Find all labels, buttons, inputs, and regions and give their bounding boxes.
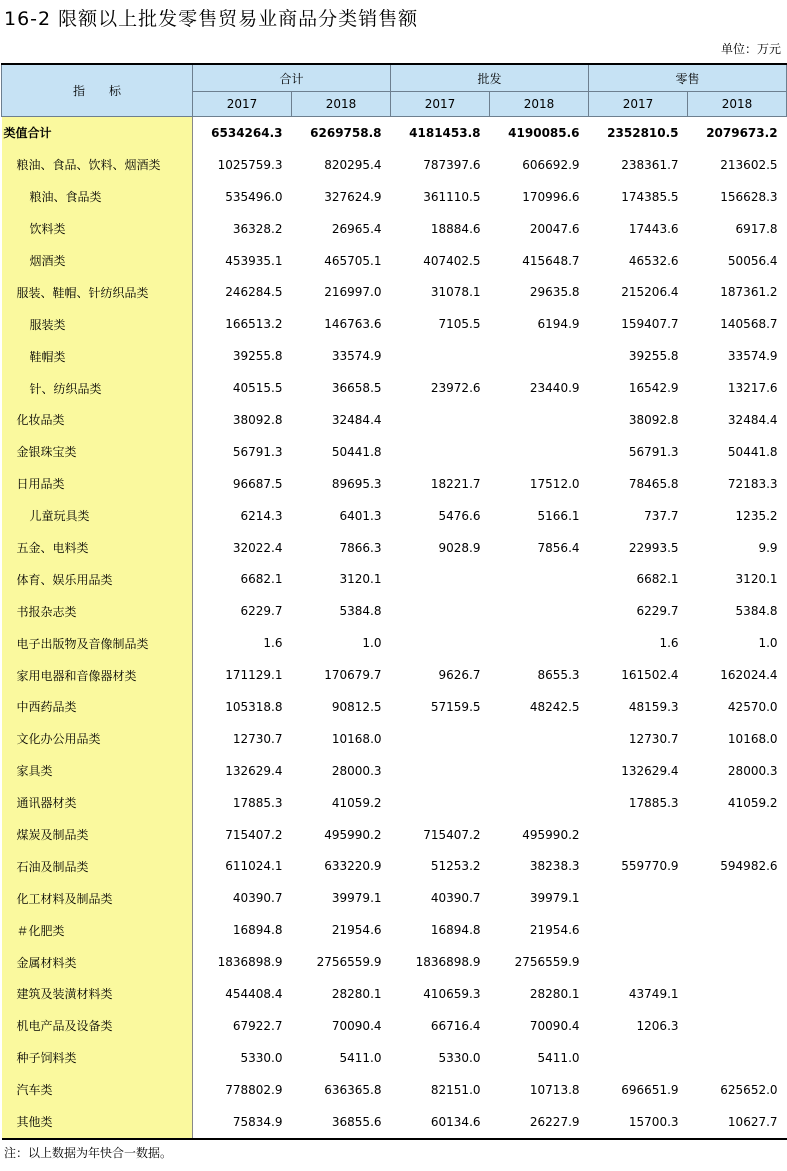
value-cell: 132629.4 bbox=[621, 763, 679, 778]
value-cell bbox=[391, 755, 490, 787]
table-row bbox=[2, 850, 787, 882]
value-cell: 1.0 bbox=[758, 636, 778, 651]
value-cell: 32484.4 bbox=[331, 412, 382, 427]
table-row bbox=[2, 723, 787, 755]
value-cell: 559770.9 bbox=[621, 859, 679, 874]
row-label: 五金、电料类 bbox=[2, 532, 193, 564]
value-cell: 9.9 bbox=[758, 540, 778, 555]
value-cell: 495990.2 bbox=[522, 827, 580, 842]
table-row bbox=[2, 276, 787, 308]
value-cell: 66716.4 bbox=[430, 1018, 481, 1033]
value-cell bbox=[688, 1042, 787, 1074]
value-cell: 6229.7 bbox=[240, 604, 283, 619]
row-label: 金银珠宝类 bbox=[2, 436, 193, 468]
value-cell: 820295.4 bbox=[324, 157, 382, 172]
row-label: 电子出版物及音像制品类 bbox=[2, 627, 193, 659]
value-cell: 46532.6 bbox=[628, 253, 679, 268]
value-cell: 4181453.8 bbox=[409, 125, 481, 140]
row-label: ＃化肥类 bbox=[2, 914, 193, 946]
table-row bbox=[2, 882, 787, 914]
value-cell: 495990.2 bbox=[324, 827, 382, 842]
value-cell: 39979.1 bbox=[331, 891, 382, 906]
value-cell: 60134.6 bbox=[391, 1106, 490, 1139]
header-year: 2018 bbox=[688, 92, 787, 117]
value-cell: 1025759.3 bbox=[217, 157, 283, 172]
header-year: 2017 bbox=[589, 92, 688, 117]
value-cell: 33574.9 bbox=[727, 349, 778, 364]
value-cell: 6401.3 bbox=[339, 508, 382, 523]
row-label: 鞋帽类 bbox=[2, 340, 193, 372]
value-cell bbox=[391, 627, 490, 659]
value-cell: 96687.5 bbox=[232, 476, 283, 491]
row-label: 金属材料类 bbox=[2, 946, 193, 978]
value-cell: 465705.1 bbox=[324, 253, 382, 268]
value-cell: 636365.8 bbox=[324, 1082, 382, 1097]
row-label: 粮油、食品类 bbox=[2, 181, 193, 213]
value-cell bbox=[688, 882, 787, 914]
table-row bbox=[2, 245, 787, 277]
value-cell: 161502.4 bbox=[621, 668, 679, 683]
value-cell bbox=[490, 563, 589, 595]
value-cell: 453935.1 bbox=[225, 253, 283, 268]
header-year: 2017 bbox=[193, 92, 292, 117]
value-cell: 213602.5 bbox=[720, 157, 778, 172]
value-cell bbox=[589, 819, 688, 851]
value-cell: 18221.7 bbox=[430, 476, 481, 491]
table-row bbox=[2, 627, 787, 659]
value-cell bbox=[490, 787, 589, 819]
value-cell: 5330.0 bbox=[438, 1050, 481, 1065]
value-cell: 7866.3 bbox=[339, 540, 382, 555]
value-cell: 40390.7 bbox=[430, 891, 481, 906]
value-cell: 48242.5 bbox=[529, 699, 580, 714]
value-cell: 57159.5 bbox=[430, 699, 481, 714]
value-cell: 82151.0 bbox=[430, 1082, 481, 1097]
table-row bbox=[2, 691, 787, 723]
value-cell: 246284.5 bbox=[225, 285, 283, 300]
row-label: 日用品类 bbox=[2, 468, 193, 500]
value-cell: 16894.8 bbox=[232, 923, 283, 938]
value-cell: 715407.2 bbox=[225, 827, 283, 842]
row-label: 粮油、食品、饮料、烟酒类 bbox=[2, 149, 193, 181]
value-cell: 625652.0 bbox=[720, 1082, 778, 1097]
value-cell: 12730.7 bbox=[232, 731, 283, 746]
value-cell: 6682.1 bbox=[636, 572, 679, 587]
value-cell: 187361.2 bbox=[720, 285, 778, 300]
value-cell: 18884.6 bbox=[430, 221, 481, 236]
value-cell: 38092.8 bbox=[232, 412, 283, 427]
value-cell: 361110.5 bbox=[423, 189, 481, 204]
value-cell: 5384.8 bbox=[735, 604, 778, 619]
value-cell: 28000.3 bbox=[331, 763, 382, 778]
row-label: 种子饲料类 bbox=[2, 1042, 193, 1074]
value-cell: 215206.4 bbox=[621, 285, 679, 300]
value-cell: 39255.8 bbox=[628, 349, 679, 364]
table-row bbox=[2, 819, 787, 851]
value-cell bbox=[490, 436, 589, 468]
value-cell: 6682.1 bbox=[240, 572, 283, 587]
value-cell: 5330.0 bbox=[240, 1050, 283, 1065]
value-cell: 6194.9 bbox=[537, 317, 580, 332]
value-cell: 39979.1 bbox=[529, 891, 580, 906]
value-cell: 38092.8 bbox=[628, 412, 679, 427]
value-cell: 72183.3 bbox=[727, 476, 778, 491]
value-cell: 1.0 bbox=[362, 636, 382, 651]
value-cell: 407402.5 bbox=[423, 253, 481, 268]
row-label: 针、纺织品类 bbox=[2, 372, 193, 404]
table-row bbox=[2, 1042, 787, 1074]
value-cell: 50441.8 bbox=[727, 444, 778, 459]
table-row bbox=[2, 595, 787, 627]
value-cell: 75834.9 bbox=[193, 1106, 292, 1139]
value-cell: 36855.6 bbox=[292, 1106, 391, 1139]
table-body bbox=[2, 117, 787, 1139]
table-row bbox=[2, 468, 787, 500]
table-row bbox=[2, 787, 787, 819]
table-row bbox=[2, 372, 787, 404]
value-cell: 1206.3 bbox=[636, 1018, 679, 1033]
value-cell: 28280.1 bbox=[331, 986, 382, 1001]
row-label: 机电产品及设备类 bbox=[2, 1010, 193, 1042]
value-cell bbox=[490, 404, 589, 436]
value-cell: 5411.0 bbox=[537, 1050, 580, 1065]
value-cell: 10713.8 bbox=[529, 1082, 580, 1097]
value-cell: 140568.7 bbox=[720, 317, 778, 332]
value-cell: 3120.1 bbox=[339, 572, 382, 587]
row-label: 化妆品类 bbox=[2, 404, 193, 436]
value-cell: 12730.7 bbox=[628, 731, 679, 746]
value-cell bbox=[589, 946, 688, 978]
value-cell bbox=[688, 914, 787, 946]
value-cell: 327624.9 bbox=[324, 189, 382, 204]
row-label: 类值合计 bbox=[2, 117, 193, 149]
table-row bbox=[2, 659, 787, 691]
row-label: 汽车类 bbox=[2, 1074, 193, 1106]
value-cell bbox=[391, 404, 490, 436]
value-cell: 15700.3 bbox=[589, 1106, 688, 1139]
row-label: 文化办公用品类 bbox=[2, 723, 193, 755]
value-cell bbox=[391, 340, 490, 372]
value-cell: 70090.4 bbox=[529, 1018, 580, 1033]
value-cell: 9028.9 bbox=[438, 540, 481, 555]
value-cell: 715407.2 bbox=[423, 827, 481, 842]
value-cell: 1235.2 bbox=[735, 508, 778, 523]
value-cell: 50056.4 bbox=[727, 253, 778, 268]
value-cell: 1.6 bbox=[263, 636, 283, 651]
value-cell: 778802.9 bbox=[225, 1082, 283, 1097]
header-year: 2018 bbox=[292, 92, 391, 117]
value-cell: 38238.3 bbox=[529, 859, 580, 874]
value-cell: 16894.8 bbox=[430, 923, 481, 938]
value-cell: 40515.5 bbox=[232, 381, 283, 396]
value-cell: 41059.2 bbox=[331, 795, 382, 810]
row-label: 服装类 bbox=[2, 308, 193, 340]
value-cell bbox=[688, 978, 787, 1010]
row-label: 体育、娱乐用品类 bbox=[2, 563, 193, 595]
value-cell: 787397.6 bbox=[423, 157, 481, 172]
value-cell: 41059.2 bbox=[727, 795, 778, 810]
value-cell: 171129.1 bbox=[225, 668, 283, 683]
value-cell: 410659.3 bbox=[423, 986, 481, 1001]
value-cell: 6269758.8 bbox=[310, 125, 382, 140]
value-cell: 51253.2 bbox=[430, 859, 481, 874]
value-cell: 36328.2 bbox=[232, 221, 283, 236]
value-cell: 2079673.2 bbox=[706, 125, 778, 140]
table-row bbox=[2, 1074, 787, 1106]
value-cell bbox=[490, 755, 589, 787]
value-cell: 216997.0 bbox=[324, 285, 382, 300]
header-group-retail: 零售 bbox=[589, 64, 787, 92]
value-cell bbox=[391, 595, 490, 627]
table-row bbox=[2, 563, 787, 595]
table-row bbox=[2, 117, 787, 149]
value-cell: 1836898.9 bbox=[415, 955, 481, 970]
value-cell: 50441.8 bbox=[331, 444, 382, 459]
value-cell bbox=[391, 436, 490, 468]
value-cell: 10168.0 bbox=[727, 731, 778, 746]
table-row bbox=[2, 978, 787, 1010]
table-row bbox=[2, 1106, 787, 1139]
table-row bbox=[2, 755, 787, 787]
header-indicator: 指 标 bbox=[2, 64, 193, 117]
row-label: 饮料类 bbox=[2, 213, 193, 245]
value-cell: 7856.4 bbox=[537, 540, 580, 555]
unit-label: 单位：万元 bbox=[720, 42, 781, 56]
value-cell: 4190085.6 bbox=[508, 125, 580, 140]
value-cell: 23440.9 bbox=[529, 381, 580, 396]
value-cell: 17885.3 bbox=[628, 795, 679, 810]
value-cell: 39255.8 bbox=[232, 349, 283, 364]
value-cell: 56791.3 bbox=[232, 444, 283, 459]
value-cell: 16542.9 bbox=[628, 381, 679, 396]
table-row bbox=[2, 213, 787, 245]
row-label: 石油及制品类 bbox=[2, 850, 193, 882]
value-cell: 737.7 bbox=[644, 508, 679, 523]
value-cell: 67922.7 bbox=[232, 1018, 283, 1033]
value-cell bbox=[589, 914, 688, 946]
value-cell: 23972.6 bbox=[430, 381, 481, 396]
value-cell: 5411.0 bbox=[339, 1050, 382, 1065]
value-cell bbox=[391, 723, 490, 755]
row-label: 其他类 bbox=[2, 1106, 193, 1139]
value-cell: 20047.6 bbox=[529, 221, 580, 236]
value-cell: 606692.9 bbox=[522, 157, 580, 172]
value-cell bbox=[490, 340, 589, 372]
table-row bbox=[2, 308, 787, 340]
row-label: 儿童玩具类 bbox=[2, 500, 193, 532]
value-cell bbox=[589, 882, 688, 914]
value-cell: 31078.1 bbox=[430, 285, 481, 300]
value-cell: 6229.7 bbox=[636, 604, 679, 619]
value-cell: 132629.4 bbox=[225, 763, 283, 778]
row-label: 服装、鞋帽、针纺织品类 bbox=[2, 276, 193, 308]
value-cell: 174385.5 bbox=[621, 189, 679, 204]
value-cell: 238361.7 bbox=[621, 157, 679, 172]
value-cell: 32022.4 bbox=[232, 540, 283, 555]
value-cell: 17512.0 bbox=[529, 476, 580, 491]
value-cell: 156628.3 bbox=[720, 189, 778, 204]
value-cell: 8655.3 bbox=[537, 668, 580, 683]
value-cell: 3120.1 bbox=[735, 572, 778, 587]
value-cell: 166513.2 bbox=[225, 317, 283, 332]
value-cell: 10168.0 bbox=[331, 731, 382, 746]
value-cell: 9626.7 bbox=[438, 668, 481, 683]
header-year: 2018 bbox=[490, 92, 589, 117]
row-label: 烟酒类 bbox=[2, 245, 193, 277]
value-cell: 5384.8 bbox=[339, 604, 382, 619]
footnote: 注：以上数据为年快合一数据。 bbox=[4, 1146, 173, 1160]
value-cell: 7105.5 bbox=[438, 317, 481, 332]
value-cell: 633220.9 bbox=[324, 859, 382, 874]
value-cell: 2352810.5 bbox=[607, 125, 679, 140]
value-cell: 17885.3 bbox=[232, 795, 283, 810]
row-label: 化工材料及制品类 bbox=[2, 882, 193, 914]
value-cell: 17443.6 bbox=[628, 221, 679, 236]
value-cell: 611024.1 bbox=[225, 859, 283, 874]
value-cell: 5166.1 bbox=[537, 508, 580, 523]
value-cell: 159407.7 bbox=[621, 317, 679, 332]
value-cell: 2756559.9 bbox=[316, 955, 382, 970]
value-cell: 33574.9 bbox=[331, 349, 382, 364]
table-row bbox=[2, 404, 787, 436]
value-cell: 13217.6 bbox=[727, 381, 778, 396]
value-cell: 415648.7 bbox=[522, 253, 580, 268]
table-row bbox=[2, 340, 787, 372]
value-cell bbox=[391, 563, 490, 595]
row-label: 中西药品类 bbox=[2, 691, 193, 723]
value-cell: 10627.7 bbox=[688, 1106, 787, 1139]
table-row bbox=[2, 436, 787, 468]
value-cell: 21954.6 bbox=[529, 923, 580, 938]
value-cell bbox=[490, 627, 589, 659]
value-cell bbox=[490, 723, 589, 755]
value-cell: 42570.0 bbox=[727, 699, 778, 714]
value-cell: 22993.5 bbox=[628, 540, 679, 555]
value-cell: 594982.6 bbox=[720, 859, 778, 874]
value-cell: 26227.9 bbox=[490, 1106, 589, 1139]
value-cell: 146763.6 bbox=[324, 317, 382, 332]
row-label: 书报杂志类 bbox=[2, 595, 193, 627]
value-cell: 43749.1 bbox=[628, 986, 679, 1001]
header-group-wholesale: 批发 bbox=[391, 64, 589, 92]
value-cell: 28000.3 bbox=[727, 763, 778, 778]
value-cell: 170679.7 bbox=[324, 668, 382, 683]
value-cell: 105318.8 bbox=[225, 699, 283, 714]
header-group-total: 合计 bbox=[193, 64, 391, 92]
value-cell: 26965.4 bbox=[331, 221, 382, 236]
value-cell: 78465.8 bbox=[628, 476, 679, 491]
table-row bbox=[2, 1010, 787, 1042]
table-row bbox=[2, 149, 787, 181]
value-cell: 90812.5 bbox=[331, 699, 382, 714]
value-cell: 89695.3 bbox=[331, 476, 382, 491]
value-cell: 6917.8 bbox=[735, 221, 778, 236]
value-cell: 1836898.9 bbox=[217, 955, 283, 970]
value-cell: 1.6 bbox=[659, 636, 679, 651]
value-cell: 36658.5 bbox=[331, 381, 382, 396]
table-row bbox=[2, 914, 787, 946]
value-cell: 32484.4 bbox=[727, 412, 778, 427]
value-cell: 170996.6 bbox=[522, 189, 580, 204]
value-cell: 29635.8 bbox=[529, 285, 580, 300]
row-label: 家用电器和音像器材类 bbox=[2, 659, 193, 691]
row-label: 煤炭及制品类 bbox=[2, 819, 193, 851]
value-cell: 56791.3 bbox=[628, 444, 679, 459]
row-label: 通讯器材类 bbox=[2, 787, 193, 819]
value-cell: 70090.4 bbox=[331, 1018, 382, 1033]
value-cell: 535496.0 bbox=[225, 189, 283, 204]
header-year: 2017 bbox=[391, 92, 490, 117]
value-cell: 6214.3 bbox=[240, 508, 283, 523]
value-cell bbox=[688, 819, 787, 851]
value-cell: 6534264.3 bbox=[211, 125, 283, 140]
value-cell: 696651.9 bbox=[621, 1082, 679, 1097]
value-cell: 21954.6 bbox=[331, 923, 382, 938]
value-cell bbox=[688, 1010, 787, 1042]
page-title: 16-2 限额以上批发零售贸易业商品分类销售额 bbox=[4, 8, 419, 30]
value-cell bbox=[688, 946, 787, 978]
row-label: 建筑及装潢材料类 bbox=[2, 978, 193, 1010]
value-cell: 162024.4 bbox=[720, 668, 778, 683]
table-row bbox=[2, 946, 787, 978]
table-row bbox=[2, 181, 787, 213]
row-label: 家具类 bbox=[2, 755, 193, 787]
table-row bbox=[2, 532, 787, 564]
value-cell bbox=[490, 595, 589, 627]
table-row bbox=[2, 500, 787, 532]
value-cell: 48159.3 bbox=[628, 699, 679, 714]
value-cell: 454408.4 bbox=[225, 986, 283, 1001]
value-cell bbox=[589, 1042, 688, 1074]
value-cell: 28280.1 bbox=[529, 986, 580, 1001]
value-cell: 40390.7 bbox=[232, 891, 283, 906]
value-cell bbox=[391, 787, 490, 819]
sales-table bbox=[1, 63, 787, 1140]
value-cell: 5476.6 bbox=[438, 508, 481, 523]
value-cell: 2756559.9 bbox=[514, 955, 580, 970]
